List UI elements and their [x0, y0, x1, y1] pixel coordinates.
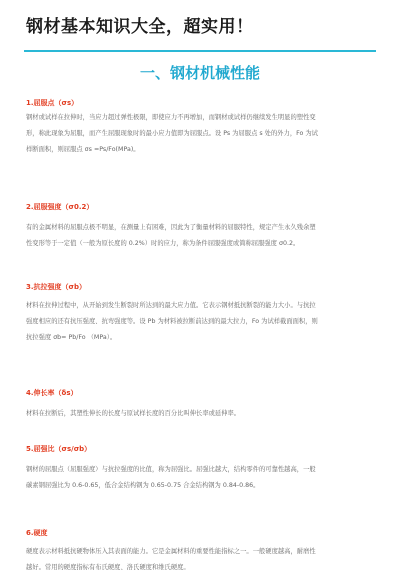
body-line: 材料在拉断后，其塑性伸长的长度与原试样长度的百分比叫伸长率或延伸率。 — [26, 410, 241, 417]
body-line: 性变形等于一定值（一般为原长度的 0.2%）时的应力，称为条件屈服强度或简称屈服强度 σ0.2。 — [26, 240, 300, 247]
body-line: 材料在拉伸过程中，从开始到发生断裂时所达到的最大应力值。它表示钢材抵抗断裂的能力大小。与抗拉 — [26, 302, 316, 309]
body-line: 越好。常用的硬度指标有布氏硬度、洛氏硬度和维氏硬度。 — [26, 564, 190, 571]
body-line: 钢材的屈服点（屈服强度）与抗拉强度的比值，称为屈强比。屈强比越大，结构零件的可靠性越高，一般 — [26, 466, 316, 473]
body-line: 硬度表示材料抵抗硬物体压入其表面的能力。它是金属材料的重要性能指标之一。一般硬度越高，耐磨性 — [26, 548, 316, 555]
item-body-tensile-strength — [26, 298, 376, 346]
body-line: 钢材或试样在拉伸时，当应力超过弹性极限，即使应力不再增加，而钢材或试样仍继续发生明显的塑性变 — [26, 114, 316, 121]
section-heading: 一、钢材机械性能 — [139, 64, 260, 82]
item-body-hardness — [26, 544, 376, 576]
body-line: 碳素钢屈强比为 0.6-0.65，低合金结构钢为 0.65-0.75 合金结构钢为 0.84-0.86。 — [26, 482, 260, 489]
item-title-yield-strength: 2.屈服强度（σ0.2） — [26, 203, 94, 211]
item-body-yield-point — [26, 110, 376, 158]
item-body-elongation — [26, 406, 376, 422]
item-body-yield-ratio — [26, 462, 376, 494]
item-title-elongation: 4.伸长率（δs） — [26, 389, 78, 397]
item-title-yield-point: 1.屈服点（σs） — [26, 99, 79, 107]
body-line: 样断面积，则屈服点 σs =Ps/Fo(MPa)。 — [26, 146, 140, 153]
body-line: 有的金属材料的屈服点极不明显，在测量上有困难，因此为了衡量材料的屈服特性，规定产生永久残余塑 — [26, 224, 316, 231]
title-divider — [24, 50, 376, 52]
item-title-yield-ratio: 5.屈强比（σs/σb） — [26, 445, 92, 453]
item-title-hardness: 6.硬度 — [26, 529, 48, 537]
body-line: 强度相应的还有抗压强度、抗弯强度等。设 Pb 为材料被拉断前达到的最大拉力，Fo 为试样截面面积，则 — [26, 318, 318, 325]
body-line: 抗拉强度 σb= Pb/Fo （MPa）。 — [26, 334, 117, 341]
item-title-tensile-strength: 3.抗拉强度（σb） — [26, 283, 86, 291]
body-line: 形，称此现象为屈服，而产生屈服现象时的最小应力值即为屈服点。设 Ps 为屈服点 s 处的外力，Fo 为试 — [26, 130, 318, 137]
page-title: 钢材基本知识大全，超实用！ — [26, 17, 254, 37]
item-body-yield-strength — [26, 220, 376, 252]
